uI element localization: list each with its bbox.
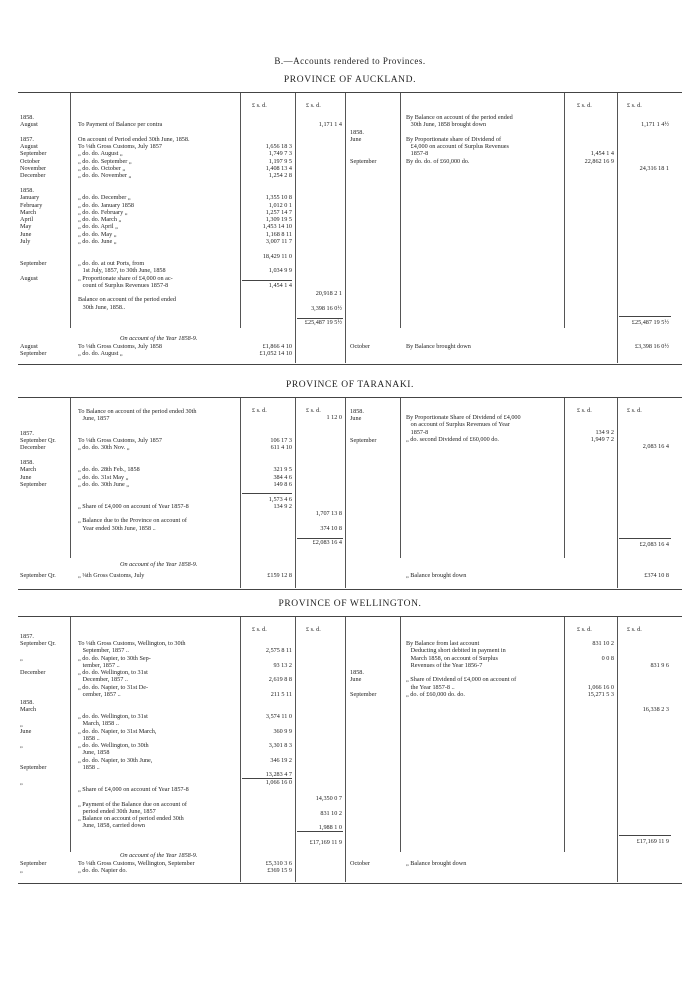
auckland-divider: [345, 93, 346, 363]
auckland-col-rule: [70, 93, 71, 328]
taranaki-right-total-rule: [619, 538, 671, 539]
taranaki-year-right-value: £374 10 8: [644, 572, 669, 579]
wellington-year-right-date: October: [350, 860, 370, 867]
taranaki-right-header-a: £ s. d.: [577, 407, 592, 414]
taranaki-right-text: By Proportionate Share of Dividend of £4,000 on account of Surplus Revenues of Year 1857-8 „ do. second Dividend of £60,000 do.: [406, 414, 521, 443]
wellington-right-dates: 1858. June September: [350, 669, 377, 699]
taranaki-year-right-text: „ Balance brought down: [406, 572, 467, 579]
auckland-year-right-value: £3,398 16 0½: [634, 343, 669, 350]
wellington-left-header-b: £ s. d.: [306, 626, 321, 633]
auckland-right-total: £25,487 19 5½: [631, 319, 669, 326]
wellington-col-rule: [240, 617, 241, 882]
taranaki-right-dates: 1858. June September: [350, 408, 377, 445]
taranaki-divider: [345, 398, 346, 588]
auckland-right-total-rule: [619, 316, 671, 317]
wellington-total-rule: [297, 831, 343, 832]
taranaki-right-total: £2,083 16 4: [639, 541, 669, 548]
auckland-title: PROVINCE OF AUCKLAND.: [283, 75, 417, 85]
auckland-bottom-rule: [18, 364, 682, 365]
taranaki-total-rule: [297, 538, 343, 539]
taranaki-right-header-b: £ s. d.: [627, 407, 642, 414]
wellington-top-rule: [18, 616, 682, 617]
wellington-right-header-a: £ s. d.: [577, 626, 592, 633]
taranaki-right-col-a: 134 9 2 1,949 7 2: [590, 428, 614, 443]
taranaki-col-rule: [240, 398, 241, 588]
wellington-right-col-a: 831 10 2 0 0 8 1,066 16 0 15,271 5 3: [587, 640, 614, 699]
wellington-right-total: £17,169 11 9: [636, 838, 669, 845]
auckland-year-right-date: October: [350, 343, 370, 350]
wellington-bottom-rule: [18, 883, 682, 884]
wellington-right-text: By Balance from last account Deducting short debited in payment in March 1858, on account of Surplus Revenues of the Year 1856-7 „ Share of Dividend of £4,000 on account of the Year 1857-8 .. „ do. of £60,000 do. do.: [406, 640, 517, 699]
auckland-year-text: To ⅛th Gross Customs, July 1858 „ do. do. August „: [78, 343, 162, 358]
taranaki-title: PROVINCE OF TARANAKI.: [285, 380, 415, 390]
taranaki-top-rule: [18, 397, 682, 398]
auckland-right-dates: 1858. June September: [350, 128, 377, 165]
wellington-divider: [345, 617, 346, 882]
auckland-col-rule: [400, 93, 401, 328]
auckland-col-rule: [295, 93, 296, 363]
wellington-col-rule: [70, 617, 71, 852]
auckland-year-values: £1,866 4 10 £1,052 14 10: [259, 343, 292, 358]
auckland-col-rule: [564, 93, 565, 328]
taranaki-left-col-a: 106 17 3 611 4 10 321 9 5 384 4 6 149 8 6 1,573 4 6 134 9 2: [268, 437, 292, 510]
auckland-top-rule: [18, 92, 682, 93]
taranaki-left-dates: 1857. September Qr. December 1858. March June September: [20, 429, 56, 488]
taranaki-right-col-b: 2,083 16 4: [642, 443, 669, 451]
wellington-left-col-a: 2,575 8 11 93 13 2 2,619 8 8 211 5 11 3,574 11 0 360 9 9 3,301 8 3 346 19 2 13,283 4 7 1,066 16 0: [265, 647, 292, 786]
wellington-col-rule: [564, 617, 565, 852]
auckland-col-rule: [617, 93, 618, 363]
auckland-left-col-b2: 20,918 2 1 3,398 16 0½ £25,487 19 5½: [304, 290, 342, 327]
wellington-right-total-rule: [619, 835, 671, 836]
auckland-year-right-text: By Balance brought down: [406, 343, 471, 350]
wellington-right-header-b: £ s. d.: [627, 626, 642, 633]
auckland-right-col-b: 1,171 1 4½ 24,316 18 1: [639, 121, 669, 173]
auckland-right-text: By Balance on account of the period ended 30th June, 1858 brought down By Proportionate share of Dividend of £4,000 on account of Surplus Revenues 1857-8 By do. do. of £60,000 do.: [406, 114, 513, 165]
wellington-left-text: To ⅛th Gross Customs, Wellington, to 30th September, 1857 .. „ do. do. Napier, to 30th Sep- tember, 1857 .. „ do. do. Wellington, to 31st December, 1857 .. „ do. do. Napier, to 31st De- cember, 1857 .. „ do. do. Wellington, to 31st March, 1858 .. „ do. do. Napier, to 31st March, 1858 .. „ do. do. Wellington, to 30th June, 1858 „ do. do. Napier, to 30th June, 1858 .. „ Share of £4,000 on account of Year 1857-8 „ Payment of the Balance due on account of period ended 30th June, 1857 „ Balance on account of period ended 30th June, 1858, carried down: [78, 640, 189, 830]
auckland-year-dates: August September: [20, 343, 47, 358]
taranaki-year-heading: On account of the Year 1858-9.: [120, 561, 198, 568]
auckland-col-rule: [240, 93, 241, 328]
taranaki-left-header-b: £ s. d.: [306, 407, 321, 414]
wellington-year-values: £5,310 3 6 £369 15 9: [265, 860, 292, 875]
page-heading: B.—Accounts rendered to Provinces.: [274, 56, 426, 66]
taranaki-left-text: To Balance on account of the period ended 30th June, 1857 To ⅛th Gross Customs, July 1857 „ do. do. 30th Nov. „ „ do. do. 28th Feb., 1858 „ do. do. 31st May „ „ do. do. 30th June „ „ Share of £4,000 on account of Year 1857-8 „ Balance due to the Province on account of Year ended 30th June, 1858 ..: [78, 408, 197, 532]
taranaki-left-col-b2: 1,707 13 8 374 10 8 £2,083 16 4: [312, 510, 342, 547]
wellington-col-rule: [295, 617, 296, 882]
wellington-col-rule: [400, 617, 401, 852]
auckland-subtotal-rule: [242, 280, 292, 281]
wellington-year-right-text: „ Balance brought down: [406, 860, 467, 867]
auckland-left-header-b: £ s. d.: [306, 102, 321, 109]
taranaki-col-rule: [564, 398, 565, 558]
taranaki-col-rule: [70, 398, 71, 558]
wellington-left-col-b2: 14,350 0 7 831 10 2 1,988 1 0 £17,169 11 9: [309, 795, 342, 846]
taranaki-subtotal-rule: [242, 493, 292, 494]
taranaki-bottom-rule: [18, 589, 682, 590]
auckland-left-col-b: 1,171 1 4: [318, 121, 342, 129]
taranaki-year-values: £159 12 8: [267, 572, 292, 579]
auckland-left-dates: 1858. August 1857. August September October November December 1858. January February March April May June July September August: [20, 114, 47, 282]
wellington-subtotal-rule: [242, 778, 292, 779]
auckland-right-header-b: £ s. d.: [627, 102, 642, 109]
wellington-col-rule: [617, 617, 618, 882]
taranaki-left-col-b: 1 12 0: [326, 414, 342, 421]
auckland-total-rule: [297, 318, 343, 319]
auckland-year-heading: On account of the Year 1858-9.: [120, 335, 198, 342]
auckland-right-header-a: £ s. d.: [577, 102, 592, 109]
taranaki-left-header-a: £ s. d.: [252, 407, 267, 414]
taranaki-year-text: „ ⅛th Gross Customs, July: [78, 572, 145, 579]
taranaki-col-rule: [617, 398, 618, 588]
auckland-left-text: To Payment of Balance per contra On account of Period ended 30th June, 1858. To ⅛th Gross Customs, July 1857 „ do. do. August „ „ do. do. September „ „ do. do. October „ „ do. do. November „ „ do. do. December „ „ do. do. January 1858 „ do. do. February „ „ do. do. March „ „ do. do. April „ „ do. do. May „ „ do. do. June „ „ do. do. at out Ports, from 1st July, 1857, to 30th June, 1858 „ Proportionate share of £4,000 on ac- count of Surplus Revenues 1857-8 Balance on account of the period ended 30th June, 1858..: [78, 121, 190, 311]
auckland-left-header-a: £ s. d.: [252, 102, 267, 109]
wellington-right-col-b: 831 9 6 16,338 2 3: [642, 661, 669, 713]
wellington-title: PROVINCE OF WELLINGTON.: [278, 599, 422, 609]
auckland-right-col-a: 1,454 1 4 22,862 16 9: [584, 150, 614, 165]
wellington-left-dates: 1857. September Qr. „ December 1858. March „ June „ September „: [20, 633, 56, 786]
wellington-year-heading: On account of the Year 1858-9.: [120, 852, 198, 859]
wellington-year-dates: September „: [20, 860, 47, 875]
wellington-year-text: To ⅛th Gross Customs, Wellington, September „ do. do. Napier do.: [78, 860, 195, 875]
taranaki-col-rule: [400, 398, 401, 558]
taranaki-col-rule: [295, 398, 296, 588]
wellington-left-header-a: £ s. d.: [252, 626, 267, 633]
taranaki-year-dates: September Qr.: [20, 572, 56, 579]
auckland-left-col-a: 1,656 18 3 1,749 7 3 1,197 9 5 1,408 13 4 1,254 2 8 1,355 10 8 1,012 0 1 1,257 14 7 1,309 19 5 1,453 14 10 1,168 8 11 3,007 11 7 18,429 11 0 1,034 9 9 1,454 1 4: [262, 143, 292, 289]
